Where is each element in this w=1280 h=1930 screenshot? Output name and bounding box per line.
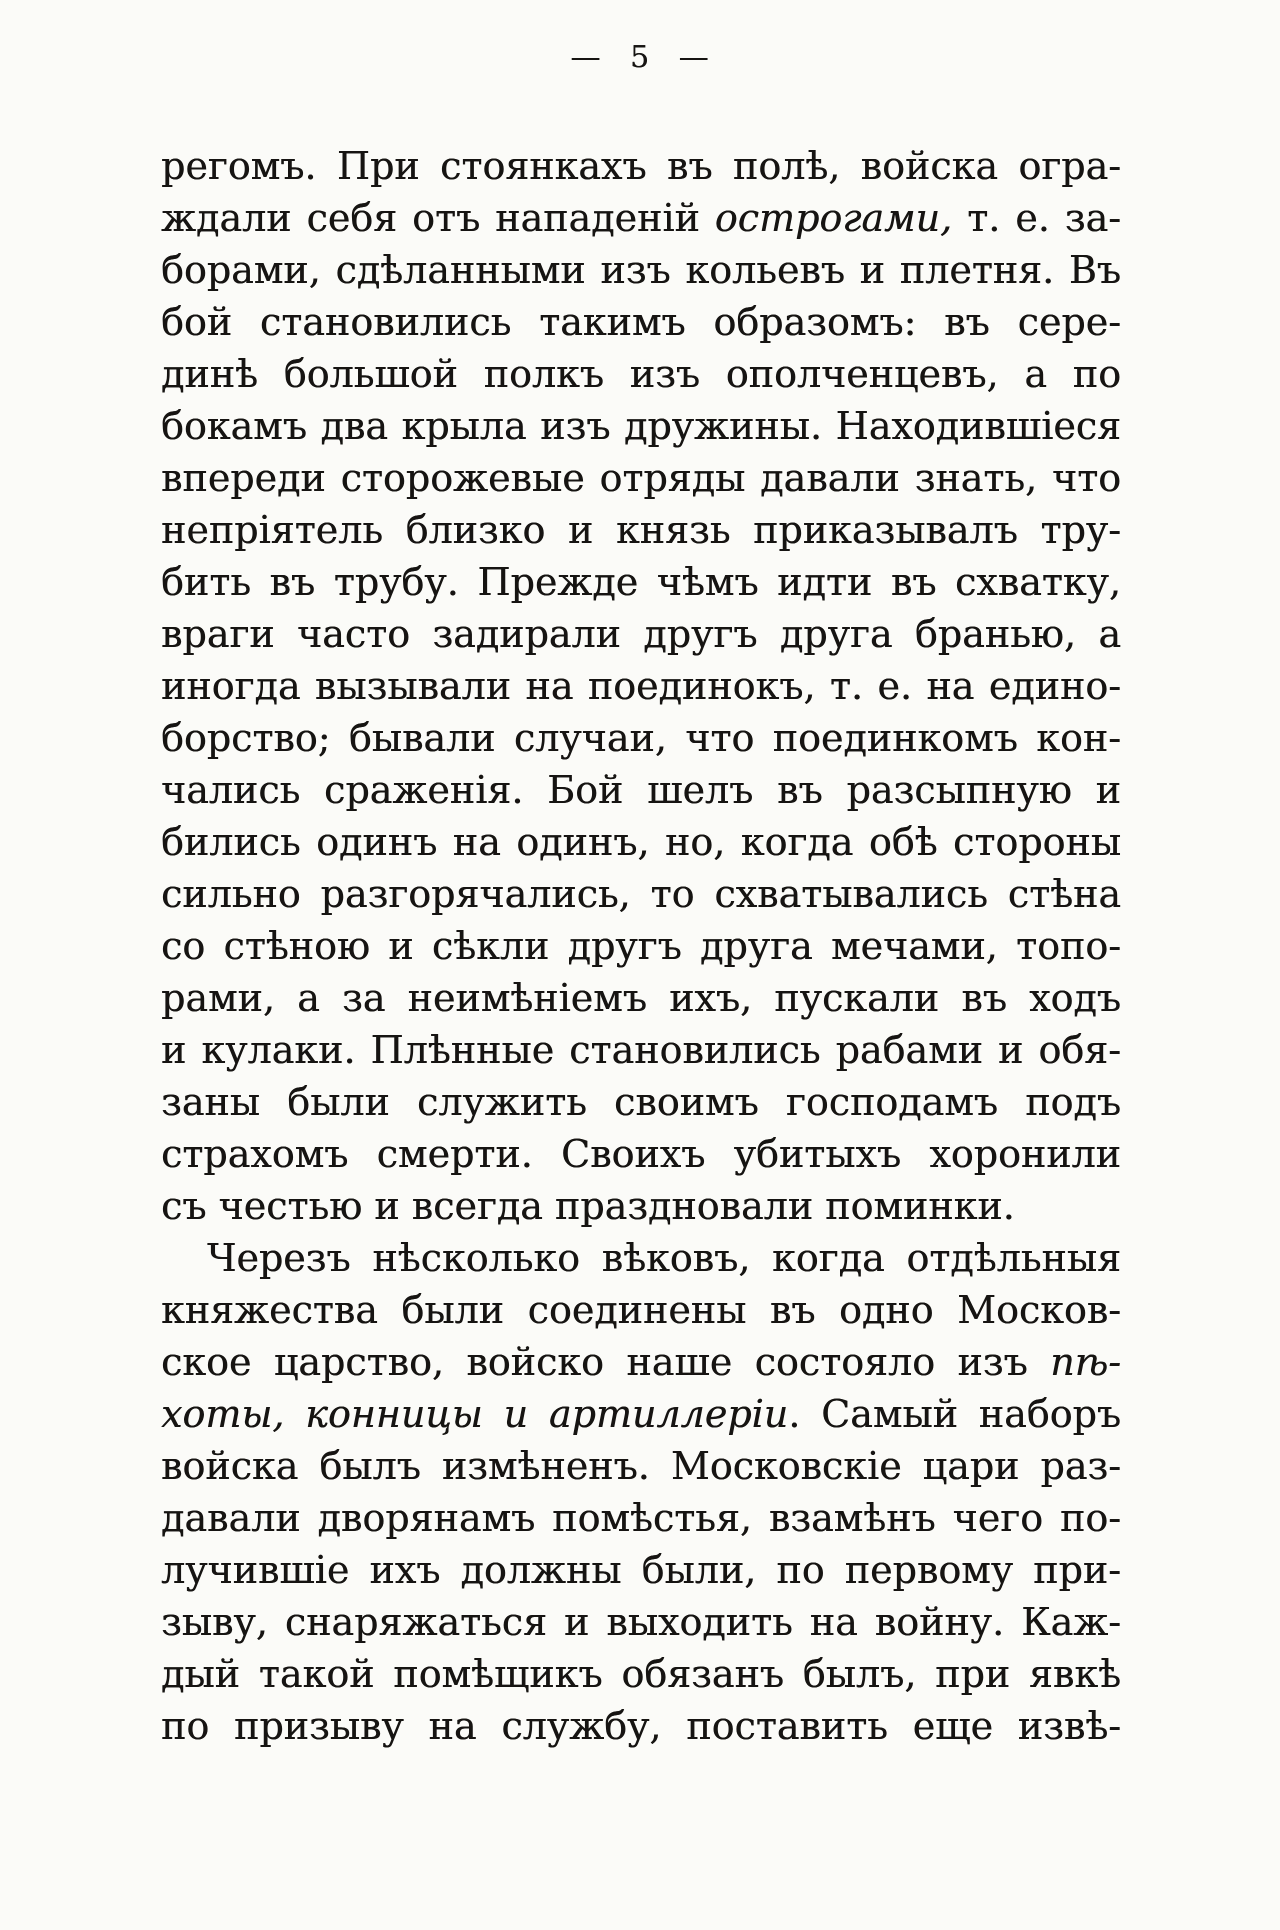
text-segment: . Самый наборъ [788, 1392, 1121, 1436]
text-segment: чались сраженія. Бой шелъ въ разсыпную и [161, 768, 1121, 812]
text-line [161, 1596, 1121, 1648]
text-segment: впереди сторожевые отряды давали знать, что [161, 456, 1121, 500]
text-line [161, 660, 1121, 712]
text-segment: бились одинъ на одинъ, но, когда обѣ стороны [161, 820, 1121, 864]
text-segment: съ честью и всегда праздновали поминки. [161, 1184, 1015, 1228]
text-line [161, 244, 1121, 296]
text-line [161, 868, 1121, 920]
text-segment: ское царство, войско наше состояло изъ [161, 1340, 1051, 1384]
text-segment: по призыву на службу, поставить еще извѣ- [161, 1704, 1121, 1748]
text-segment: т. е. за- [952, 196, 1121, 240]
text-line [161, 1232, 1121, 1284]
text-segment: княжества были соединены въ одно Москов- [161, 1288, 1121, 1332]
text-line [161, 400, 1121, 452]
text-line [161, 192, 1121, 244]
italic-text-segment: острогами, [714, 196, 953, 240]
text-segment: рами, а за неимѣніемъ ихъ, пускали въ ходъ [161, 976, 1121, 1020]
text-segment: бокамъ два крыла изъ дружины. Находившіеся [161, 404, 1121, 448]
text-segment: давали дворянамъ помѣстья, взамѣнъ чего по- [161, 1496, 1121, 1540]
text-segment: страхомъ смерти. Своихъ убитыхъ хоронили [161, 1132, 1121, 1176]
text-line [161, 1492, 1121, 1544]
text-line [161, 1076, 1121, 1128]
text-segment: ждали себя отъ нападеній [161, 196, 715, 240]
italic-text-segment: пѣ- [1050, 1340, 1121, 1384]
text-line [161, 1388, 1121, 1440]
text-line [161, 1128, 1121, 1180]
text-line [161, 140, 1121, 192]
text-segment: борство; бывали случаи, что поединкомъ кон- [161, 716, 1121, 760]
text-segment: заны были служить своимъ господамъ подъ [161, 1080, 1121, 1124]
text-line [161, 1440, 1121, 1492]
text-line [161, 1700, 1121, 1752]
text-line [161, 816, 1121, 868]
text-segment: динѣ большой полкъ изъ ополченцевъ, а по [161, 352, 1121, 396]
text-line [161, 1336, 1121, 1388]
text-segment: бой становились такимъ образомъ: въ сере- [161, 300, 1121, 344]
text-segment: лучившіе ихъ должны были, по первому при- [161, 1548, 1121, 1592]
text-segment: враги часто задирали другъ друга бранью, а [161, 612, 1121, 656]
text-line [161, 972, 1121, 1024]
text-segment: зыву, снаряжаться и выходить на войну. Каж- [161, 1600, 1121, 1644]
text-segment: и кулаки. Плѣнные становились рабами и обя- [161, 1028, 1121, 1072]
text-line [161, 764, 1121, 816]
text-segment: со стѣною и сѣкли другъ друга мечами, топо- [161, 924, 1121, 968]
text-line [161, 1544, 1121, 1596]
text-block [161, 140, 1121, 1752]
text-line [161, 920, 1121, 972]
page-number: — 5 — [570, 40, 710, 75]
text-segment: сильно разгорячались, то схватывались стѣна [161, 872, 1121, 916]
text-line [161, 712, 1121, 764]
text-segment: непріятель близко и князь приказывалъ тру- [161, 508, 1121, 552]
text-line [161, 1180, 1121, 1232]
text-line [161, 1648, 1121, 1700]
text-line [161, 608, 1121, 660]
text-line [161, 296, 1121, 348]
text-line [161, 452, 1121, 504]
text-segment: борами, сдѣланными изъ кольевъ и плетня. Въ [161, 248, 1121, 292]
text-segment: войска былъ измѣненъ. Московскіе цари раз- [161, 1444, 1121, 1488]
text-line [161, 556, 1121, 608]
text-segment: регомъ. При стоянкахъ въ полѣ, войска огра- [161, 144, 1121, 188]
text-segment: Черезъ нѣсколько вѣковъ, когда отдѣльныя [207, 1236, 1121, 1280]
text-segment: бить въ трубу. Прежде чѣмъ идти въ схватку, [161, 560, 1121, 604]
text-segment: дый такой помѣщикъ обязанъ былъ, при явкѣ [161, 1652, 1121, 1696]
text-line [161, 348, 1121, 400]
text-segment: иногда вызывали на поединокъ, т. е. на едино- [161, 664, 1121, 708]
text-line [161, 1024, 1121, 1076]
text-line [161, 1284, 1121, 1336]
italic-text-segment: хоты, конницы и артиллеріи [161, 1392, 789, 1436]
text-line [161, 504, 1121, 556]
